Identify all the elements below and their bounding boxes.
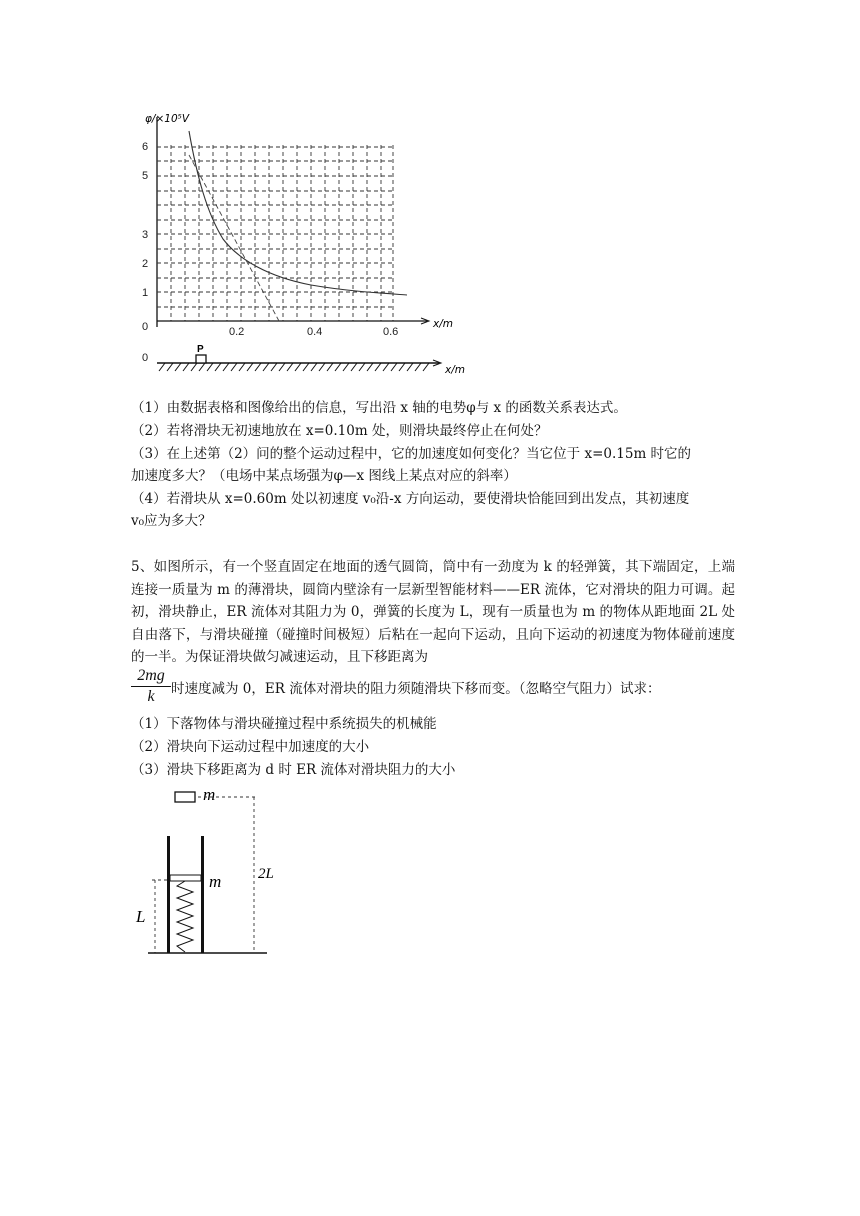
cylinder-right-wall (201, 836, 204, 953)
slider-mass-label: m (209, 872, 222, 891)
q4-item-4-cont: v₀应为多大？ (131, 513, 212, 529)
cylinder-spring-figure (130, 780, 300, 960)
y-tick: 3 (142, 229, 149, 241)
q4-item-3-cont: 加速度多大？（电场中某点场强为φ—x 图线上某点对应的斜率） (131, 468, 517, 484)
q5-item-3: （3）滑块下移距离为 d 时 ER 流体对滑块阻力的大小 (131, 762, 456, 778)
q4-item-1: （1）由数据表格和图像给出的信息，写出沿 x 轴的电势φ与 x 的函数关系表达式。 (131, 400, 627, 416)
falling-mass (175, 792, 195, 802)
falling-mass-label: m (203, 785, 216, 804)
x-tick: 0.2 (229, 326, 245, 338)
x-tick: 0.4 (307, 326, 323, 338)
q5-item-1: （1）下落物体与滑块碰撞过程中系统损失的机械能 (131, 716, 437, 732)
question-5-paragraph: 5、如图所示，有一个竖直固定在地面的透气圆筒，筒中有一劲度为 k 的轻弹簧，其下端固定，上端连接一质量为 m 的薄滑块，圆筒内壁涂有一层新型智能材料——ER 流体，它对滑块的阻力可调。起初，滑块静止，ER 流体对其阻力为 0，弹簧的长度为 L，现有一质量也为 m 的物体从距地面 2L 处自由落下，与滑块碰撞（碰撞时间极短）后粘在一起向下运动，且向下运动的初速度为物体碰前速度的一半。为保证滑块做匀减速运动，且下移距离为 (131, 559, 735, 666)
spring-length-label: L (136, 907, 146, 926)
spring (177, 881, 193, 952)
ground-zero: 0 (142, 352, 149, 364)
x-axis-label: x/m (433, 318, 453, 330)
block-p (196, 355, 206, 363)
ground-hatching (159, 363, 429, 371)
question-5-after-fraction: 时速度减为 0，ER 流体对滑块的阻力须随滑块下移而变。（忽略空气阻力）试求： (171, 681, 661, 697)
phi-curve (189, 131, 407, 295)
ground-axis-label: x/m (445, 364, 465, 376)
q4-item-2: （2）若将滑块无初速地放在 x=0.10m 处，则滑块最终停止在何处？ (131, 423, 548, 439)
slider-block (170, 875, 201, 881)
q4-item-4: （4）若滑块从 x=0.60m 处以初速度 v₀沿-x 方向运动，要使滑块恰能回到出发点，其初速度 (131, 491, 690, 507)
q5-item-2: （2）滑块向下运动过程中加速度的大小 (131, 739, 370, 755)
q4-item-3: （3）在上述第（2）问的整个运动过程中，它的加速度如何变化？当它位于 x=0.15m 时它的 (131, 446, 692, 462)
x-tick: 0.6 (383, 326, 399, 338)
y-tick: 5 (142, 170, 149, 182)
y-tick: 2 (142, 258, 149, 270)
y-tick: 1 (142, 287, 149, 299)
tangent-line (189, 155, 279, 321)
y-axis-label: φ/×10⁵V (145, 113, 190, 125)
phi-x-graph (131, 105, 481, 380)
height-2l-label: 2L (258, 866, 274, 882)
y-tick: 0 (142, 321, 149, 333)
fraction-2mg-over-k (131, 667, 171, 706)
fraction-denominator: k (147, 688, 155, 705)
fraction-numerator: 2mg (131, 667, 171, 687)
y-tick: 6 (142, 141, 149, 153)
cylinder-left-wall (167, 836, 170, 953)
block-p-label: P (197, 344, 204, 355)
grid (157, 145, 393, 321)
